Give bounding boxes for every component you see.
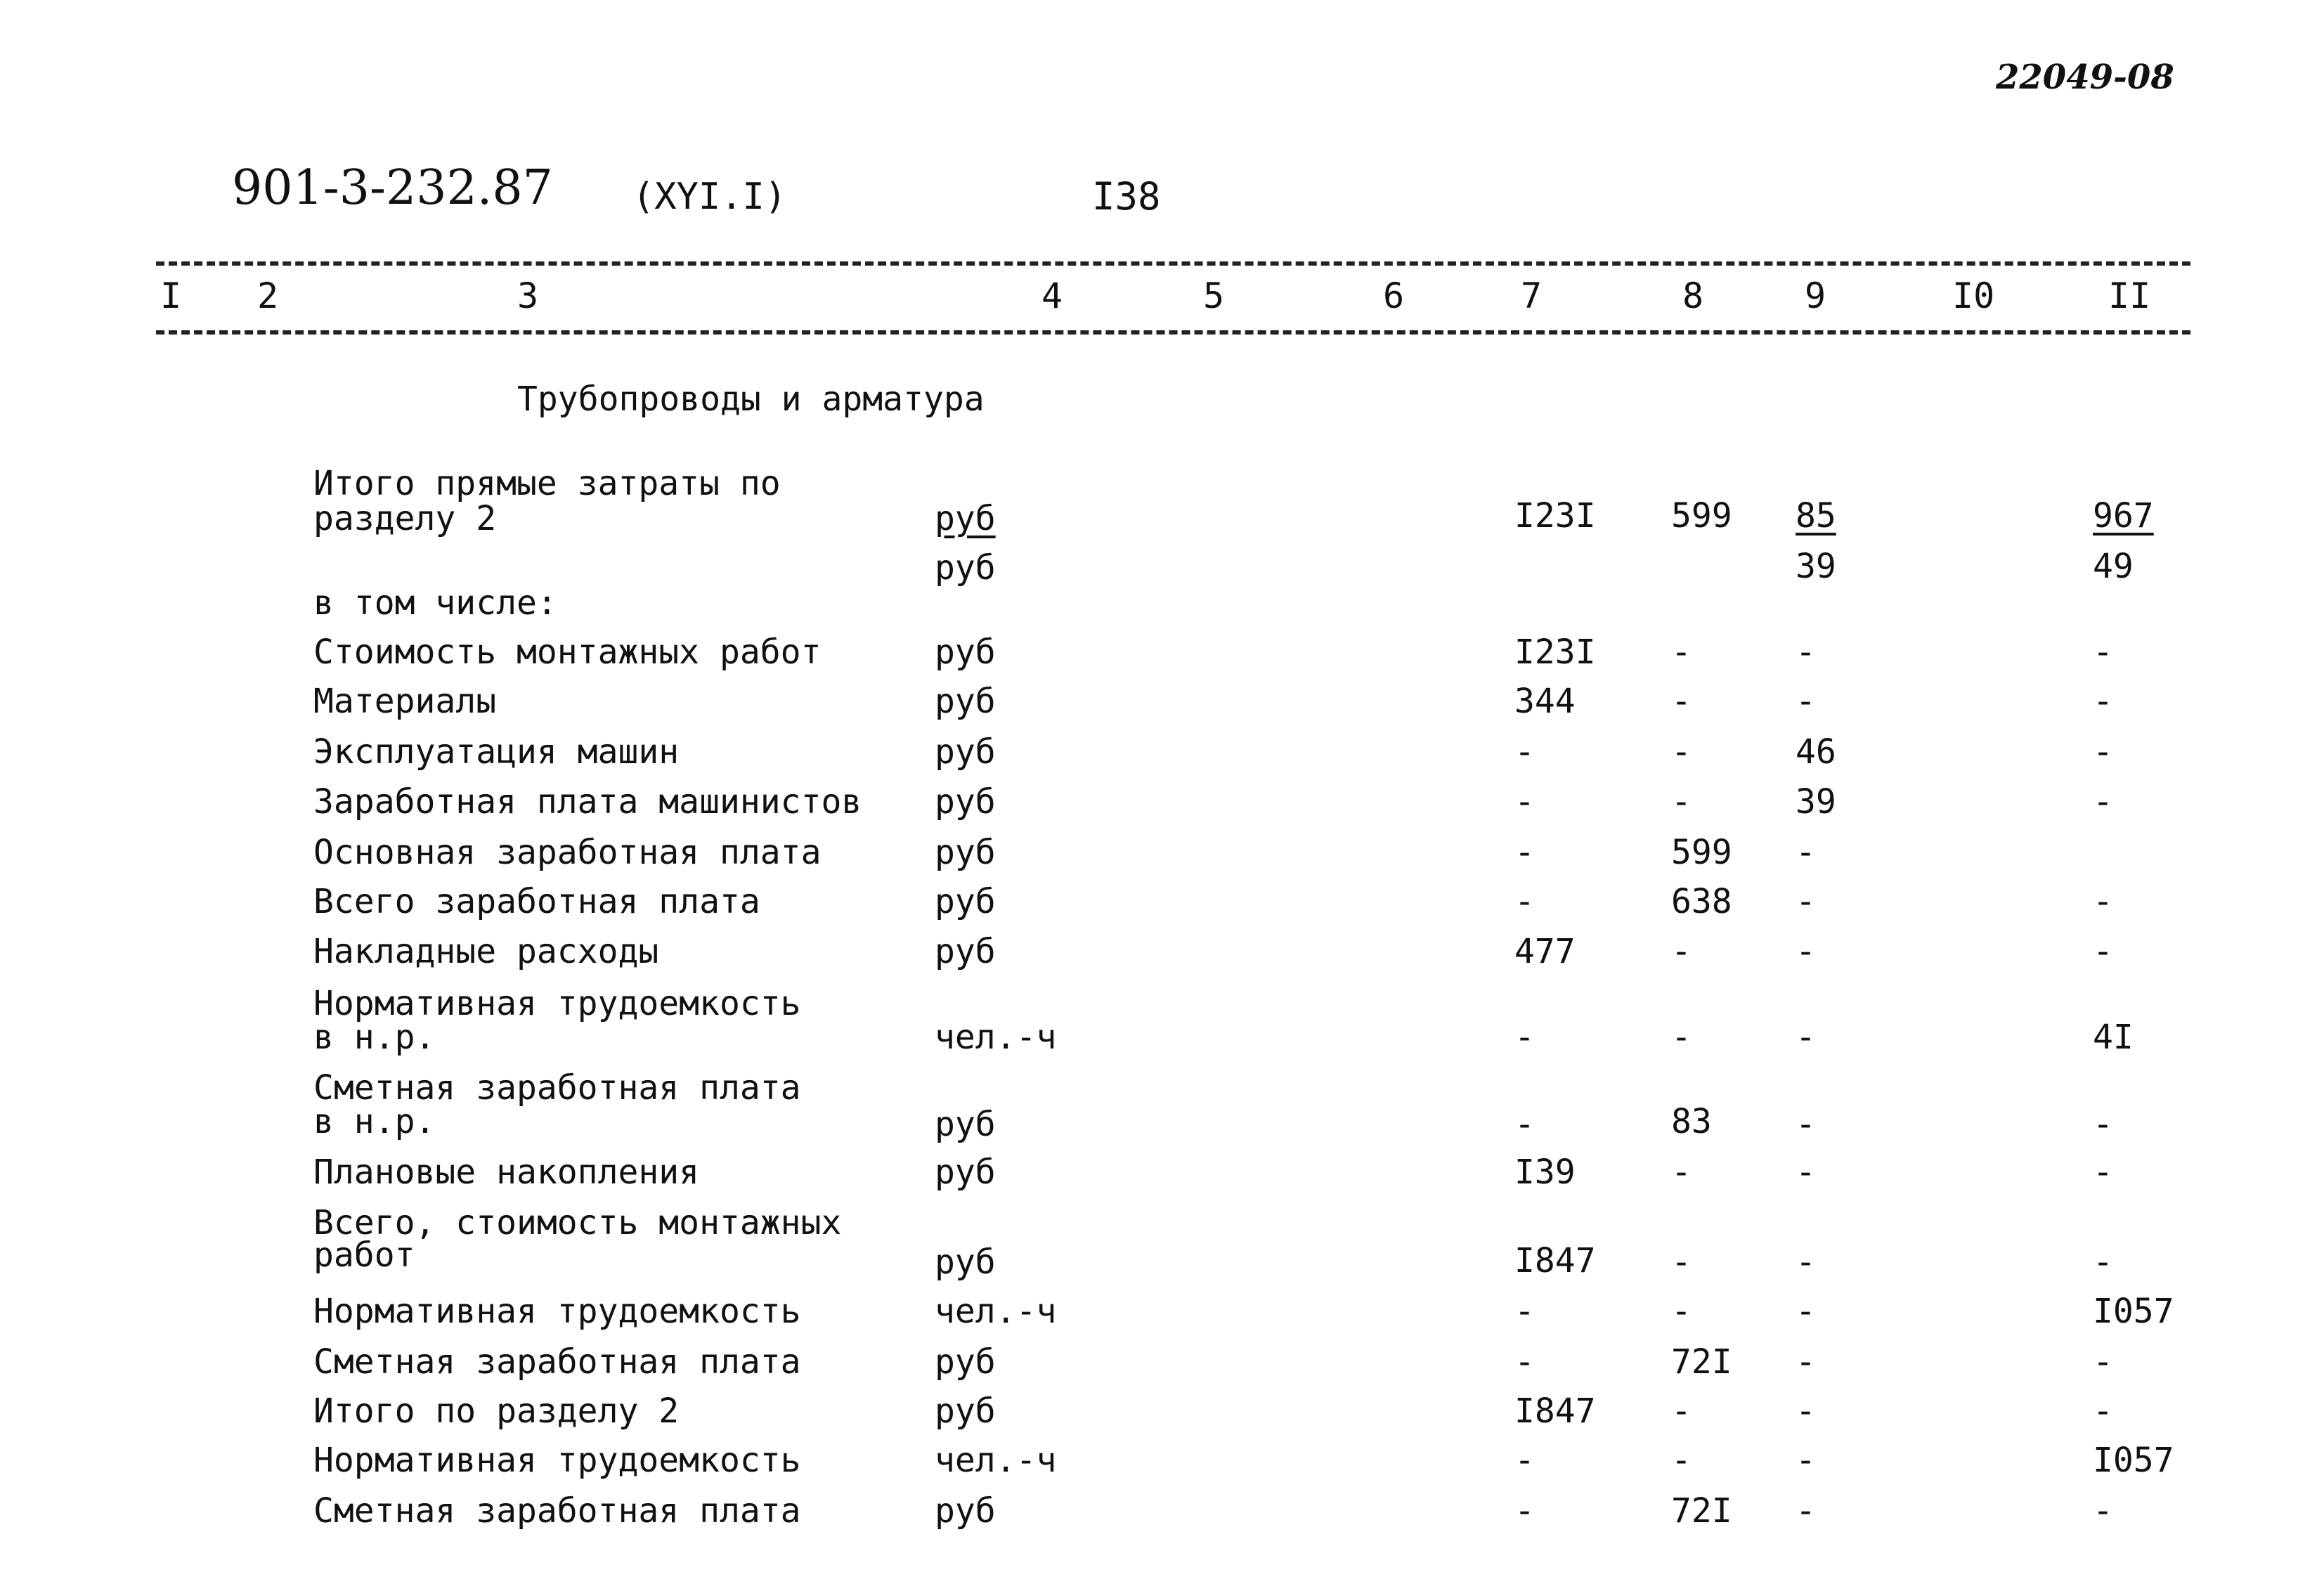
row-col8: 83 [1671,1102,1712,1141]
row-col9: - [1796,1242,1816,1282]
row-col7: 477 [1514,932,1576,971]
row-col9: 46 [1796,732,1836,772]
total-direct-label-line2: разделу 2 [313,499,497,538]
total-direct-col7: I23I [1514,496,1596,536]
row-label: Нормативная трудоемкость [313,984,801,1023]
column-number: II [2108,275,2151,316]
row-col8: - [1671,1441,1692,1480]
total-direct-col9-top: 85 [1796,496,1836,536]
row-col9: - [1796,1342,1816,1382]
table-row [0,1153,2324,1202]
row-col7: - [1514,882,1535,921]
row-label: Сметная заработная плата [313,1342,801,1382]
row-col11: - [2093,1242,2113,1282]
row-col7: - [1514,1105,1535,1144]
row-unit: руб [935,1153,996,1192]
table-row [0,1441,2324,1490]
row-label: Эксплуатация машин [313,732,680,772]
row-col11: - [2093,1491,2113,1531]
row-col11: - [2093,732,2113,772]
row-unit: руб [935,632,996,672]
row-col11: - [2093,1105,2113,1144]
row-label: Нормативная трудоемкость [313,1441,801,1480]
row-unit: чел.-ч [935,1441,1057,1480]
row-col7: - [1514,1292,1535,1331]
table-row [0,1391,2324,1441]
row-col11: 4I [2093,1018,2134,1057]
row-col9: - [1796,932,1816,971]
row-col7: - [1514,732,1535,772]
row-unit: руб [935,682,996,721]
row-col8: - [1671,1018,1692,1057]
column-number: 3 [517,275,539,316]
row-label: Основная заработная плата [313,833,822,872]
row-col7: - [1514,1342,1535,1382]
row-label: Сметная заработная плата [313,1491,801,1531]
row-col7: I39 [1514,1153,1576,1192]
row-col7: I23I [1514,632,1596,672]
total-direct-unit-bottom: руб [935,548,996,588]
row-label: Нормативная трудоемкость [313,1292,801,1331]
row-col9: 39 [1796,782,1836,822]
row-col8: - [1671,1391,1692,1431]
row-label-continued: работ [313,1235,415,1275]
row-label: Плановые накопления [313,1153,700,1192]
row-unit: руб [935,833,996,872]
column-number: I [160,275,182,316]
table-row [0,833,2324,882]
row-label-continued: в н.р. [313,1102,436,1141]
row-col11: - [2093,932,2113,971]
row-label: Всего, стоимость монтажных [313,1203,842,1242]
table-row [0,1491,2324,1540]
dashed-rule-top [156,261,2190,266]
row-unit: руб [935,932,996,971]
total-direct-col9-bottom: 39 [1796,547,1836,586]
column-number: 5 [1203,275,1225,316]
row-col11: - [2093,1342,2113,1382]
row-col11: - [2093,1391,2113,1431]
row-unit: чел.-ч [935,1292,1057,1331]
row-unit: чел.-ч [935,1018,1057,1057]
row-col9: - [1796,682,1816,721]
column-number: 8 [1682,275,1704,316]
row-col8: 72I [1671,1342,1732,1382]
total-direct-unit-top: руб [935,499,996,538]
table-row [0,1292,2324,1341]
document-section: (XYI.I) [632,176,787,218]
row-col8: - [1671,1153,1692,1192]
row-col7: - [1514,833,1535,872]
table-row [0,1203,2324,1280]
column-number: 2 [257,275,279,316]
row-col8: - [1671,682,1692,721]
table-row [0,632,2324,682]
row-col9: - [1796,833,1816,872]
total-direct-col8: 599 [1671,496,1732,536]
row-col8: - [1671,1292,1692,1331]
row-unit: руб [935,1342,996,1382]
total-direct-label-line1: Итого прямые затраты по [313,464,781,503]
row-col11: I057 [2093,1292,2174,1331]
row-unit: руб [935,1242,996,1282]
total-direct-col11-top: 967 [2093,496,2154,536]
total-direct-col11-bottom: 49 [2093,547,2134,586]
row-label: Итого по разделу 2 [313,1391,680,1431]
row-col8: 72I [1671,1491,1732,1531]
section-title: Трубопроводы и арматура [517,379,985,419]
row-col8: 638 [1671,882,1732,921]
row-col8: 599 [1671,833,1732,872]
row-label: Сметная заработная плата [313,1068,801,1108]
column-number: 4 [1041,275,1063,316]
column-number: 6 [1383,275,1405,316]
row-col9: - [1796,1153,1816,1192]
row-col8: - [1671,632,1692,672]
row-col8: - [1671,732,1692,772]
row-col9: - [1796,1292,1816,1331]
row-label-continued: в н.р. [313,1018,436,1057]
row-unit: руб [935,1391,996,1431]
row-col9: - [1796,1018,1816,1057]
column-number: 9 [1805,275,1826,316]
document-code: 901-3-232.87 [232,160,553,216]
row-col9: - [1796,632,1816,672]
dashed-rule-bottom [156,330,2190,335]
row-unit: руб [935,732,996,772]
row-col11: I057 [2093,1441,2174,1480]
row-col7: - [1514,1018,1535,1057]
table-row [0,932,2324,981]
row-col7: 344 [1514,682,1576,721]
row-col9: - [1796,882,1816,921]
row-unit: руб [935,1105,996,1144]
table-row [0,882,2324,931]
row-col9: - [1796,1491,1816,1531]
row-unit: руб [935,882,996,921]
row-col7: - [1514,1491,1535,1531]
row-col9: - [1796,1391,1816,1431]
including-label: в том числе: [313,583,557,623]
column-number: 7 [1521,275,1543,316]
row-unit: руб [935,782,996,822]
row-col7: I847 [1514,1391,1596,1431]
row-col11: - [2093,782,2113,822]
table-row [0,782,2324,831]
table-row [0,1068,2324,1146]
row-label: Материалы [313,682,497,721]
row-col8: - [1671,932,1692,971]
row-col7: - [1514,1441,1535,1480]
row-col11: - [2093,1153,2113,1192]
table-row [0,1342,2324,1391]
row-col9: - [1796,1105,1816,1144]
row-label: Накладные расходы [313,932,659,971]
row-col11: - [2093,882,2113,921]
table-row [0,984,2324,1061]
row-col11: - [2093,632,2113,672]
column-number: I0 [1952,275,1995,316]
table-row [0,732,2324,781]
page-number: I38 [1092,174,1161,219]
archive-number: 22049-08 [1996,58,2174,97]
row-col7: - [1514,782,1535,822]
row-unit: руб [935,1491,996,1531]
table-row [0,682,2324,731]
row-col8: - [1671,1242,1692,1282]
row-col8: - [1671,782,1692,822]
row-col9: - [1796,1441,1816,1480]
row-col7: I847 [1514,1241,1596,1280]
row-label: Всего заработная плата [313,882,760,921]
row-col11: - [2093,682,2113,721]
row-label: Заработная плата машинистов [313,782,862,822]
row-label: Стоимость монтажных работ [313,632,822,672]
